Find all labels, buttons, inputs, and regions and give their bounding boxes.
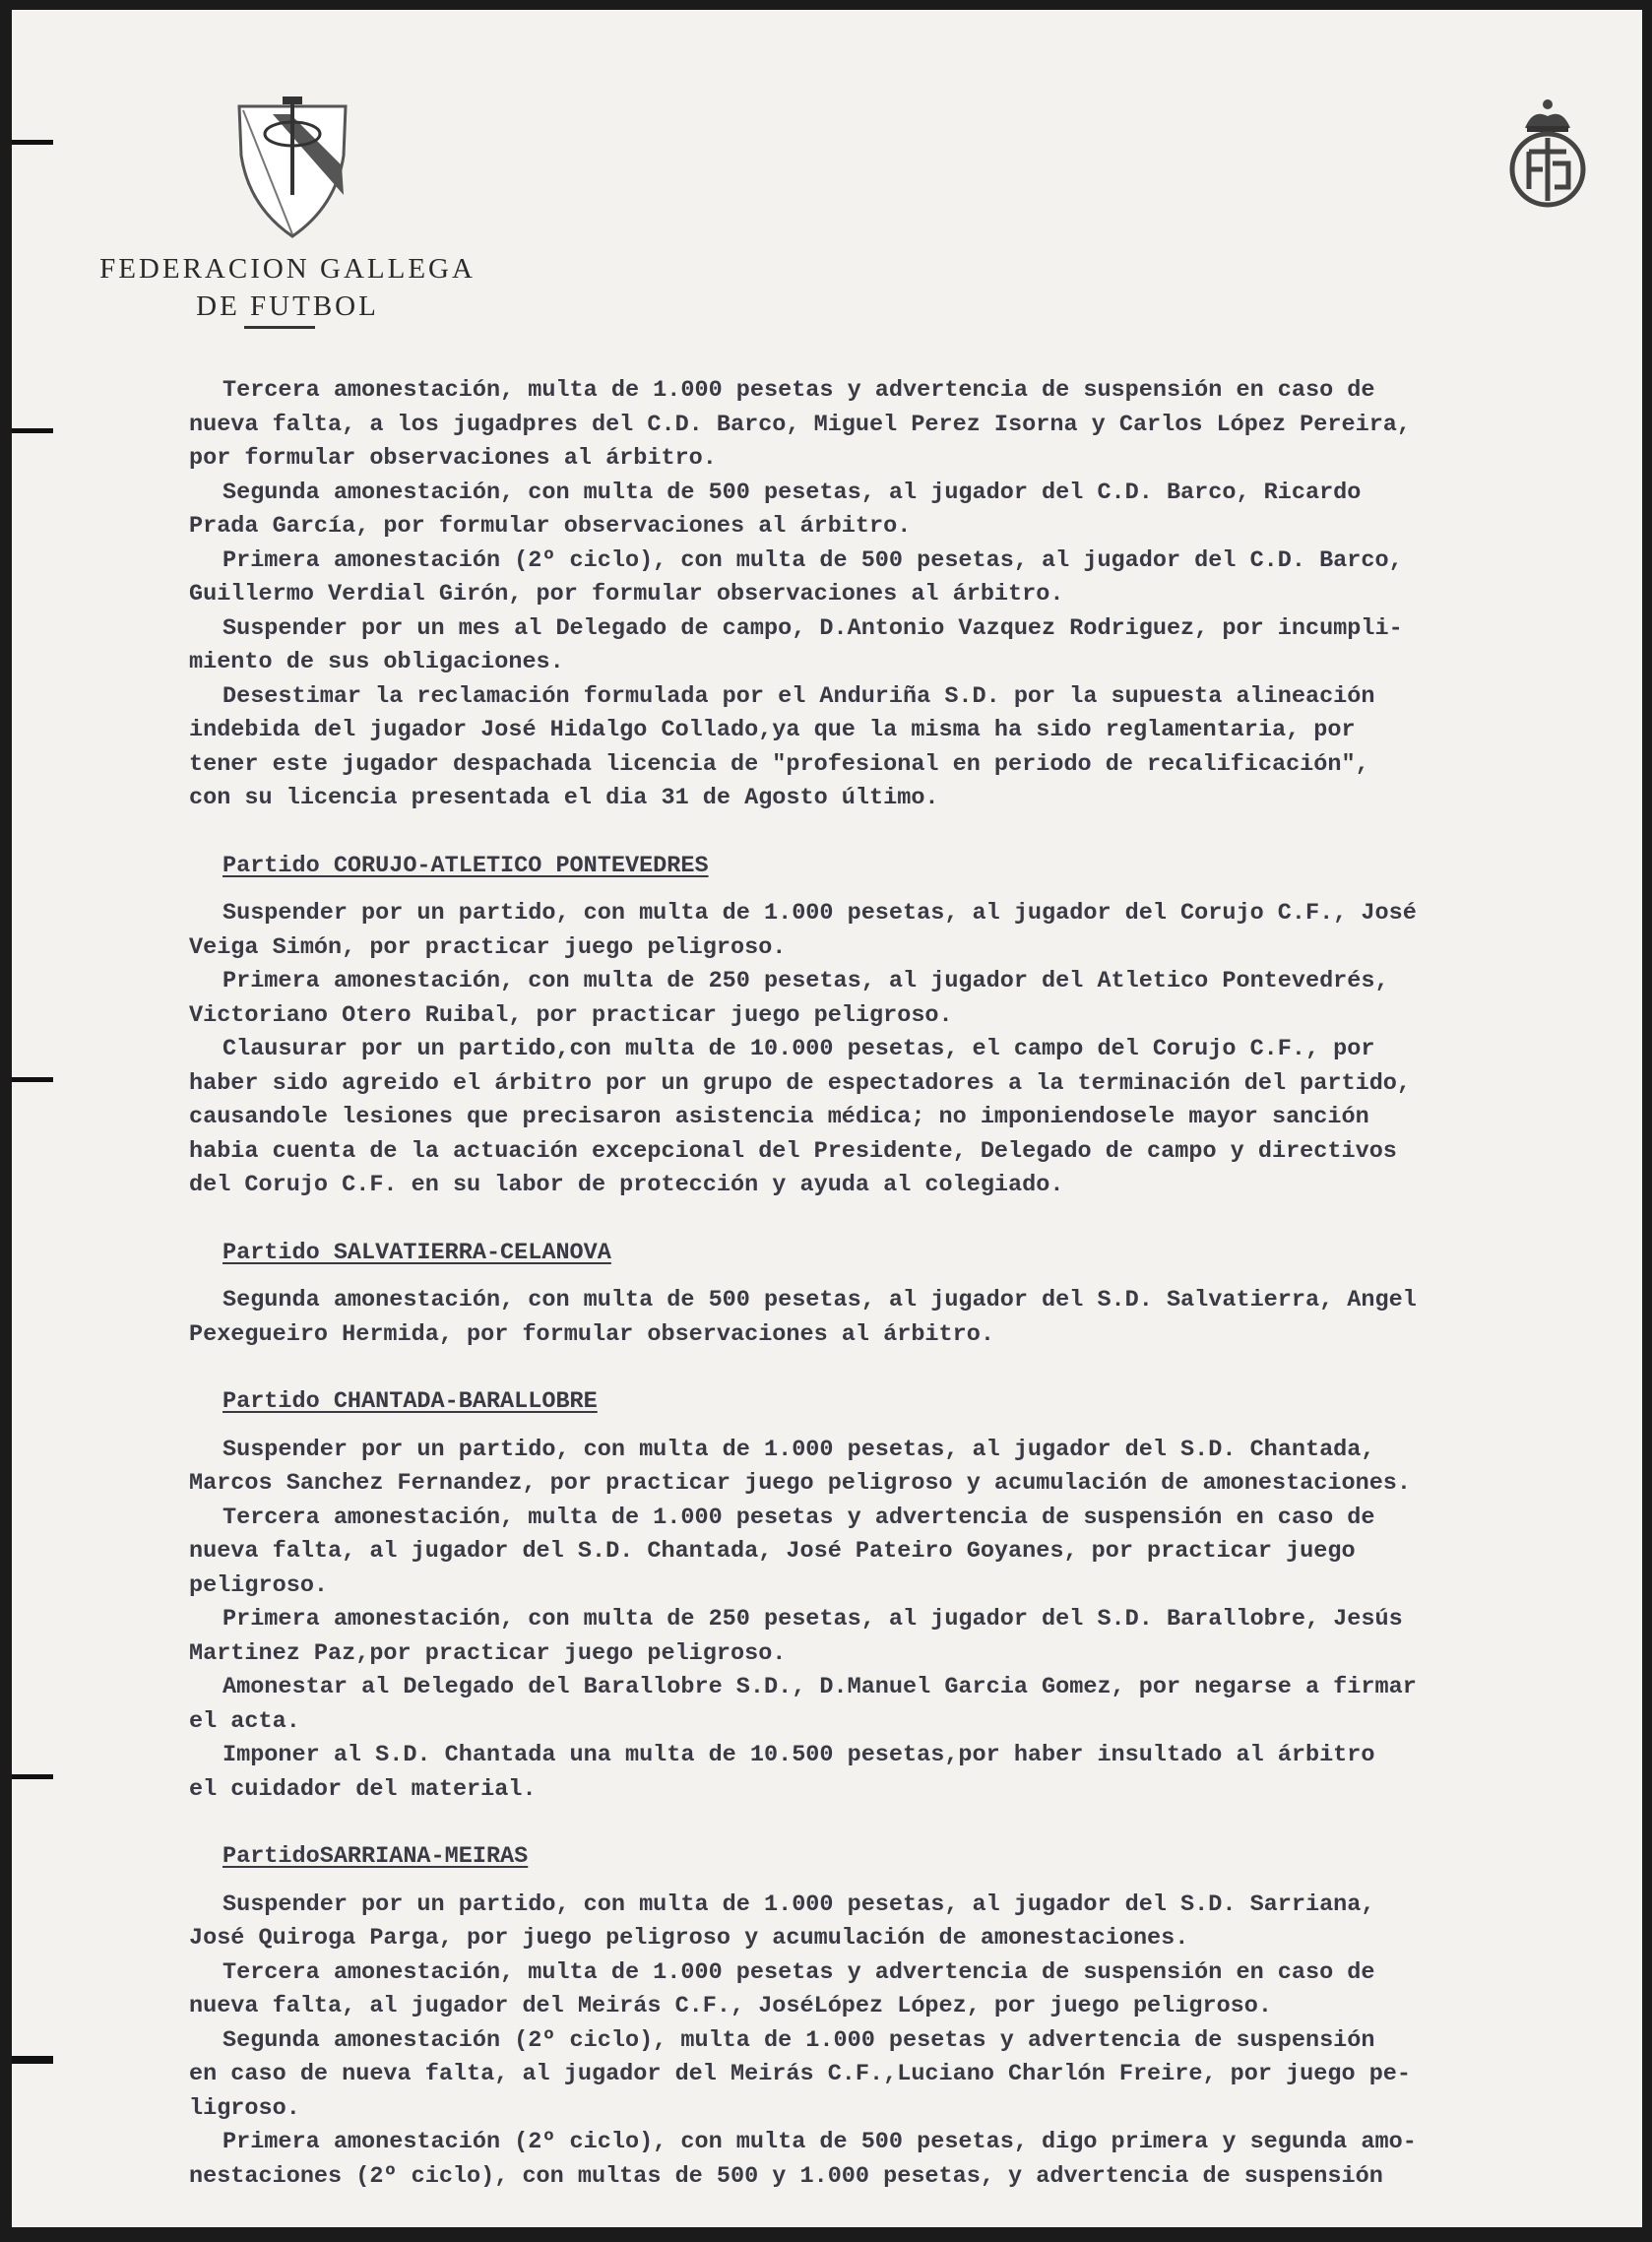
- resolution-paragraph: [189, 2024, 1636, 2127]
- resolution-paragraph: [189, 477, 1636, 544]
- resolution-paragraph: [189, 897, 1636, 965]
- resolution-paragraph: [189, 1284, 1636, 1352]
- paragraph-line: peligroso.: [189, 1571, 329, 1599]
- resolution-paragraph: [189, 1956, 1636, 2024]
- paragraph-line: Primera amonestación, con multa de 250 pesetas, al jugador del S.D. Barallobre, Jesús: [222, 1606, 1403, 1633]
- paragraph-line: Segunda amonestación, con multa de 500 pesetas, al jugador del S.D. Salvatierra, Angel: [222, 1287, 1417, 1313]
- paragraph-line: haber sido agreido el árbitro por un grupo de espectadores a la terminación del partido,: [189, 1069, 1412, 1097]
- paragraph-line: Tercera amonestación, multa de 1.000 pesetas y advertencia de suspensión en caso de: [222, 1958, 1375, 1986]
- resolution-paragraph: [189, 612, 1636, 680]
- paragraph-line: Veiga Simón, por practicar juego peligroso.: [189, 933, 787, 961]
- spanish-federation-crest-logo: [1503, 95, 1592, 213]
- paragraph-line: nueva falta, al jugador del S.D. Chantada, José Pateiro Goyanes, por practicar juego: [189, 1538, 1356, 1565]
- paragraph-line: Segunda amonestación, con multa de 500 pesetas, al jugador del C.D. Barco, Ricardo: [222, 479, 1362, 506]
- paragraph-line: causandole lesiones que precisaron asistencia médica; no imponiendosele mayor sanción: [189, 1104, 1369, 1130]
- paragraph-line: tener este jugador despachada licencia de "profesional en periodo de recalificación",: [189, 750, 1369, 778]
- header-divider: [244, 326, 315, 329]
- paragraph-line: Primera amonestación (2º ciclo), con multa de 500 pesetas, al jugador del C.D. Barco,: [222, 546, 1403, 574]
- paragraph-line: nueva falta, al jugador del Meirás C.F., JoséLópez López, por juego peligroso.: [189, 1993, 1272, 2019]
- resolution-paragraph: [189, 1739, 1636, 1807]
- match-heading: Partido SALVATIERRA-CELANOVA: [222, 1239, 611, 1266]
- paragraph-line: Desestimar la reclamación formulada por el Anduriña S.D. por la supuesta alineación: [222, 682, 1375, 710]
- paragraph-line: Suspender por un partido, con multa de 1.000 pesetas, al jugador del S.D. Sarriana,: [222, 1890, 1375, 1918]
- resolution-paragraph: [189, 1502, 1636, 1604]
- resolution-paragraph: [189, 1889, 1636, 1956]
- resolutions-text: [189, 374, 1636, 2194]
- binder-punch-mark: [12, 2056, 53, 2064]
- federation-name-line2: DE FUTBOL: [196, 290, 379, 322]
- binder-punch-mark: [12, 428, 53, 433]
- paragraph-line: Pexegueiro Hermida, por formular observaciones al árbitro.: [189, 1320, 994, 1348]
- paragraph-line: Clausurar por un partido,con multa de 10.000 pesetas, el campo del Corujo C.F., por: [222, 1036, 1375, 1062]
- paragraph-line: Guillermo Verdial Girón, por formular observaciones al árbitro.: [189, 581, 1064, 608]
- paragraph-line: Primera amonestación, con multa de 250 pesetas, al jugador del Atletico Pontevedrés,: [222, 968, 1389, 994]
- binder-punch-mark: [12, 1077, 53, 1082]
- paragraph-line: del Corujo C.F. en su labor de protección y ayuda al colegiado.: [189, 1172, 1064, 1198]
- resolution-paragraph: [189, 544, 1636, 612]
- paragraph-line: Prada García, por formular observaciones al árbitro.: [189, 513, 912, 540]
- resolution-paragraph: [189, 1033, 1636, 1203]
- paragraph-line: José Quiroga Parga, por juego peligroso y acumulación de amonestaciones.: [189, 1925, 1189, 1952]
- paragraph-line: Victoriano Otero Ruibal, por practicar juego peligroso.: [189, 1001, 953, 1029]
- binder-punch-mark: [12, 1774, 53, 1779]
- resolution-paragraph: [189, 1671, 1636, 1739]
- paragraph-line: Amonestar al Delegado del Barallobre S.D., D.Manuel Garcia Gomez, por negarse a firmar: [222, 1674, 1417, 1700]
- paragraph-line: nueva falta, a los jugadpres del C.D. Barco, Miguel Perez Isorna y Carlos López Pereira,: [189, 411, 1412, 438]
- paragraph-line: Tercera amonestación, multa de 1.000 pesetas y advertencia de suspensión en caso de: [222, 377, 1375, 404]
- binder-punch-mark: [12, 140, 53, 145]
- galician-federation-shield-logo: [233, 96, 351, 240]
- paragraph-line: el cuidador del material.: [189, 1775, 537, 1803]
- paragraph-line: el acta.: [189, 1707, 300, 1735]
- paragraph-line: Suspender por un partido, con multa de 1.000 pesetas, al jugador del S.D. Chantada,: [222, 1436, 1375, 1463]
- paragraph-line: habia cuenta de la actuación excepcional del Presidente, Delegado de campo y directivos: [189, 1137, 1397, 1165]
- resolution-paragraph: [189, 1434, 1636, 1502]
- match-heading: Partido CHANTADA-BARALLOBRE: [222, 1388, 598, 1415]
- paragraph-line: ligroso.: [189, 2094, 300, 2122]
- paragraph-line: Suspender por un mes al Delegado de campo, D.Antonio Vazquez Rodriguez, por incumpli-: [222, 614, 1403, 642]
- match-heading: PartidoSARRIANA-MEIRAS: [222, 1843, 529, 1870]
- paragraph-line: Segunda amonestación (2º ciclo), multa de 1.000 pesetas y advertencia de suspensión: [222, 2026, 1375, 2054]
- paragraph-line: Suspender por un partido, con multa de 1.000 pesetas, al jugador del Corujo C.F., José: [222, 900, 1417, 927]
- paragraph-line: Imponer al S.D. Chantada una multa de 10.500 pesetas,por haber insultado al árbitro: [222, 1742, 1375, 1768]
- paragraph-line: Primera amonestación (2º ciclo), con multa de 500 pesetas, digo primera y segunda amo-: [222, 2129, 1417, 2155]
- resolution-paragraph: [189, 374, 1636, 477]
- resolution-paragraph: [189, 680, 1636, 816]
- paragraph-line: miento de sus obligaciones.: [189, 649, 564, 675]
- paragraph-line: nestaciones (2º ciclo), con multas de 500 y 1.000 pesetas, y advertencia de suspensión: [189, 2162, 1383, 2190]
- resolution-paragraph: [189, 1603, 1636, 1671]
- resolution-paragraph: [189, 2126, 1636, 2194]
- paragraph-line: en caso de nueva falta, al jugador del Meirás C.F.,Luciano Charlón Freire, por juego pe-: [189, 2061, 1412, 2087]
- paragraph-line: por formular observaciones al árbitro.: [189, 445, 717, 472]
- document-page: [12, 10, 1642, 2227]
- paragraph-line: indebida del jugador José Hidalgo Collado,ya que la misma ha sido reglamentaria, por: [189, 717, 1356, 743]
- federation-name: [81, 250, 494, 325]
- paragraph-line: Marcos Sanchez Fernandez, por practicar juego peligroso y acumulación de amonestaciones.: [189, 1470, 1412, 1497]
- paragraph-line: con su licencia presentada el dia 31 de Agosto último.: [189, 785, 939, 811]
- federation-name-line1: FEDERACION GALLEGA: [99, 253, 476, 285]
- paragraph-line: Martinez Paz,por practicar juego peligroso.: [189, 1639, 787, 1667]
- resolution-paragraph: [189, 965, 1636, 1033]
- match-heading: Partido CORUJO-ATLETICO PONTEVEDRES: [222, 852, 709, 879]
- paragraph-line: Tercera amonestación, multa de 1.000 pesetas y advertencia de suspensión en caso de: [222, 1504, 1375, 1531]
